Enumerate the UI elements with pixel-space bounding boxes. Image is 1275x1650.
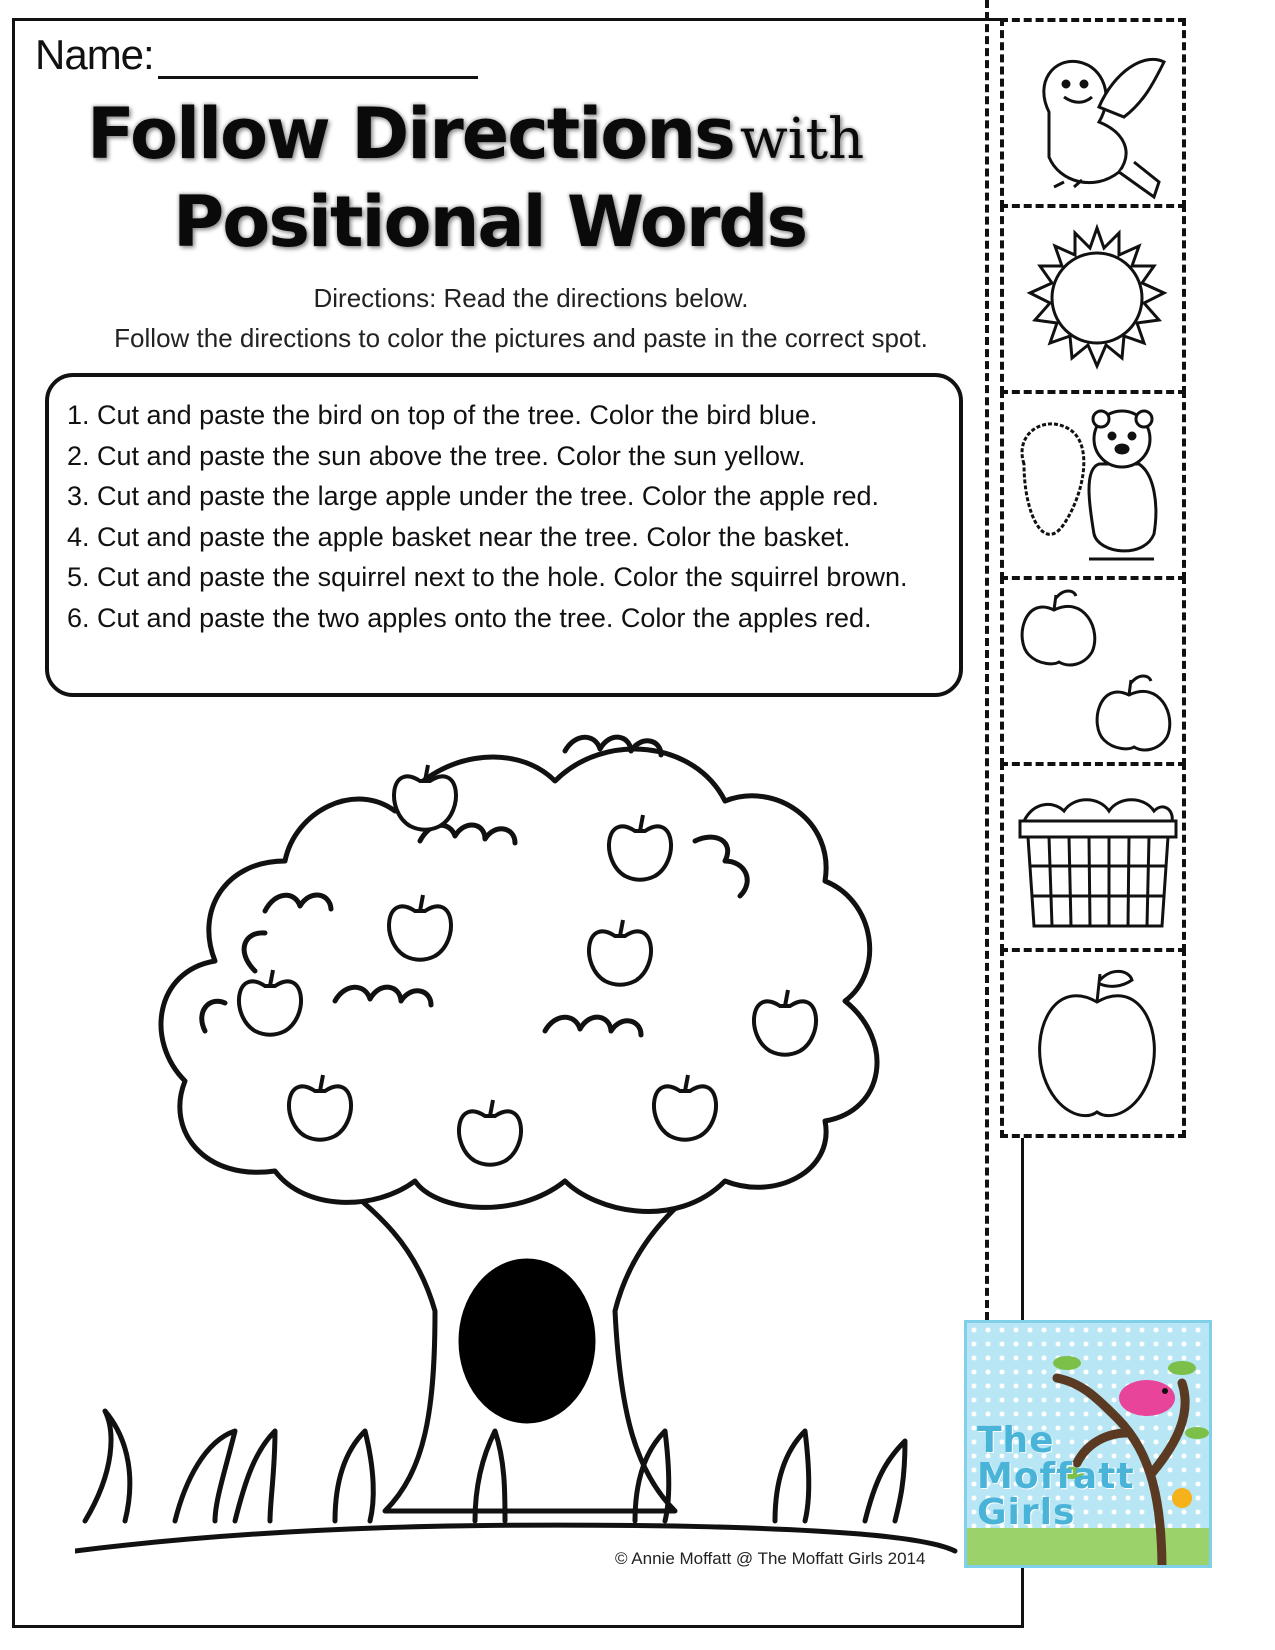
two-apples-icon <box>1004 580 1190 770</box>
cutout-card-large-apple[interactable] <box>1000 948 1186 1138</box>
cutout-card-sun[interactable] <box>1000 204 1186 394</box>
title-line-1 <box>87 93 1099 175</box>
logo-line-1: The <box>977 1420 1055 1461</box>
squirrel-icon <box>1004 394 1190 584</box>
apple-basket-icon <box>1004 766 1190 956</box>
instruction-item: 1. Cut and paste the bird on top of the tree. Color the bird blue. <box>67 400 818 430</box>
instruction-item: 3. Cut and paste the large apple under the tree. Color the apple red. <box>67 481 880 511</box>
title-line-2: Positional Words <box>173 181 807 263</box>
title-script-text: with <box>739 107 865 172</box>
cut-line <box>985 0 989 1320</box>
worksheet <box>12 18 1024 1628</box>
cutout-card-squirrel[interactable] <box>1000 390 1186 580</box>
logo-line-2: Moffatt <box>977 1456 1135 1497</box>
apple-tree-illustration <box>75 711 975 1591</box>
cutout-card-bird[interactable] <box>1000 18 1186 208</box>
logo-text <box>977 1420 1135 1533</box>
bird-icon <box>1004 22 1190 212</box>
copyright-text: © Annie Moffatt @ The Moffatt Girls 2014 <box>615 1549 926 1568</box>
title-bold-text: Follow Directions <box>87 93 734 175</box>
moffatt-girls-logo <box>964 1320 1212 1568</box>
directions-line-1: Directions: Read the directions below. <box>313 283 749 313</box>
logo-line-3: Girls <box>977 1492 1076 1533</box>
instructions-list <box>67 395 941 638</box>
instructions-box <box>45 373 963 697</box>
large-apple-icon <box>1004 952 1190 1142</box>
instruction-item: 6. Cut and paste the two apples onto the tree. Color the apples red. <box>67 602 872 633</box>
name-field <box>35 31 478 79</box>
instruction-item: 2. Cut and paste the sun above the tree. Color the sun yellow. <box>67 440 806 471</box>
sun-icon <box>1004 208 1190 398</box>
name-blank-line[interactable] <box>158 36 478 79</box>
instruction-item: 4. Cut and paste the apple basket near the tree. Color the basket. <box>67 521 851 552</box>
cutout-card-two-apples[interactable] <box>1000 576 1186 766</box>
cutout-column <box>1000 22 1186 1138</box>
name-label: Name: <box>35 31 154 78</box>
directions-line-2: Follow the directions to color the pictures and paste in the correct spot. <box>114 323 928 353</box>
logo-bird-icon <box>1119 1380 1175 1416</box>
instruction-item: 5. Cut and paste the squirrel next to the hole. Color the squirrel brown. <box>67 562 908 592</box>
cutout-card-basket[interactable] <box>1000 762 1186 952</box>
